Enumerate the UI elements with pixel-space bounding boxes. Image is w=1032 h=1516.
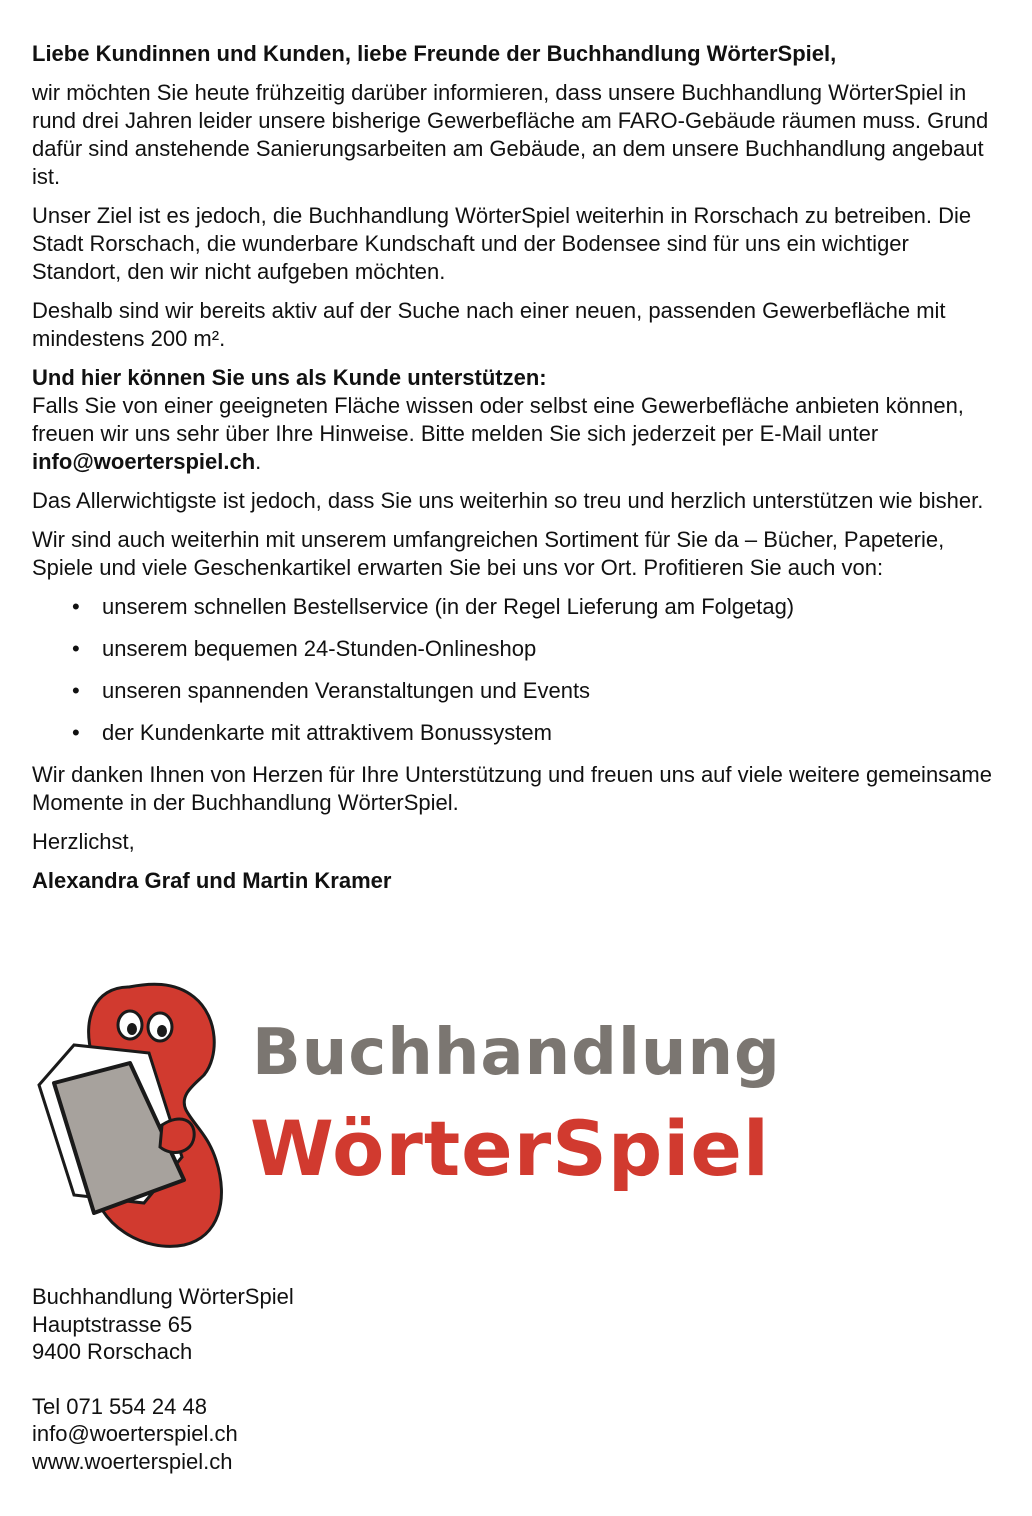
paragraph-thanks-support: Das Allerwichtigste ist jedoch, dass Sie uns weiterhin so treu und herzlich unterstützen wie bisher. [32, 488, 984, 513]
paragraph-closing-thanks: Wir danken Ihnen von Herzen für Ihre Unterstützung und freuen uns auf viele weitere gemeinsame Momente in der Buchhandlung WörterSpiel. [32, 762, 992, 815]
support-heading: Und hier können Sie uns als Kunde unterstützen: [32, 365, 547, 390]
address-block [32, 1283, 294, 1475]
letter-body [32, 40, 1002, 906]
list-item [32, 677, 1002, 705]
email-link[interactable]: info@woerterspiel.ch [32, 1421, 238, 1446]
list-item [32, 635, 1002, 663]
logo-text-buchhandlung: Buchhandlung [252, 1016, 781, 1090]
bullet-icon: • [72, 720, 80, 745]
website-link[interactable]: www.woerterspiel.ch [32, 1448, 233, 1474]
phone[interactable]: Tel 071 554 24 48 [32, 1393, 207, 1419]
benefit-text: unserem schnellen Bestellservice (in der Regel Lieferung am Folgetag) [102, 594, 795, 619]
list-item [32, 593, 1002, 621]
paragraph-search: Deshalb sind wir bereits aktiv auf der Suche nach einer neuen, passenden Gewerbefläche mit mindestens 200 m². [32, 298, 946, 351]
support-text: Falls Sie von einer geeigneten Fläche wissen oder selbst eine Gewerbefläche anbieten können, freuen wir uns sehr über Ihre Hinweise. Bitte melden Sie sich jederzeit per E-Mail unter [32, 393, 964, 446]
paragraph-goal: Unser Ziel ist es jedoch, die Buchhandlung WörterSpiel weiterhin in Rorschach zu betreiben. Die Stadt Rorschach, die wunderbare Kundschaft und der Bodensee sind für uns ein wichtiger Standort, den wir nicht aufgeben möchten. [32, 203, 972, 284]
paragraph-assortment: Wir sind auch weiterhin mit unserem umfangreichen Sortiment für Sie da – Bücher, Papeterie, Spiele und viele Geschenkartikel erwarten Sie bei uns vor Ort. Profitieren Sie auch von: [32, 527, 945, 580]
city: 9400 Rorschach [32, 1339, 193, 1364]
support-email[interactable]: info@woerterspiel.ch [32, 449, 256, 474]
benefits-list [32, 593, 1002, 747]
support-section [32, 364, 1002, 476]
benefit-text: unseren spannenden Veranstaltungen und Events [102, 678, 591, 703]
street: Hauptstrasse 65 [32, 1311, 193, 1337]
benefit-text: der Kundenkarte mit attraktivem Bonussystem [102, 720, 552, 745]
bullet-icon: • [72, 636, 80, 661]
signature: Alexandra Graf und Martin Kramer [32, 868, 392, 893]
logo [34, 975, 781, 1255]
bullet-icon: • [72, 594, 80, 619]
list-item [32, 719, 1002, 747]
company-name: Buchhandlung WörterSpiel [32, 1284, 294, 1309]
logo-text-woerterspiel: WörterSpiel [250, 1104, 770, 1193]
spacer [32, 1366, 294, 1393]
salutation: Liebe Kundinnen und Kunden, liebe Freunde der Buchhandlung WörterSpiel, [32, 41, 837, 66]
bullet-icon: • [72, 678, 80, 703]
paragraph-intro: wir möchten Sie heute frühzeitig darüber informieren, dass unsere Buchhandlung WörterSpiel in rund drei Jahren leider unsere bisherige Gewerbefläche am FARO-Gebäude räumen muss. Grund dafür sind anstehende Sanierungsarbeiten am Gebäude, an dem unsere Buchhandlung angebaut ist. [32, 80, 989, 189]
benefit-text: unserem bequemen 24-Stunden-Onlineshop [102, 636, 537, 661]
support-end: . [255, 449, 262, 474]
closing: Herzlichst, [32, 829, 135, 854]
